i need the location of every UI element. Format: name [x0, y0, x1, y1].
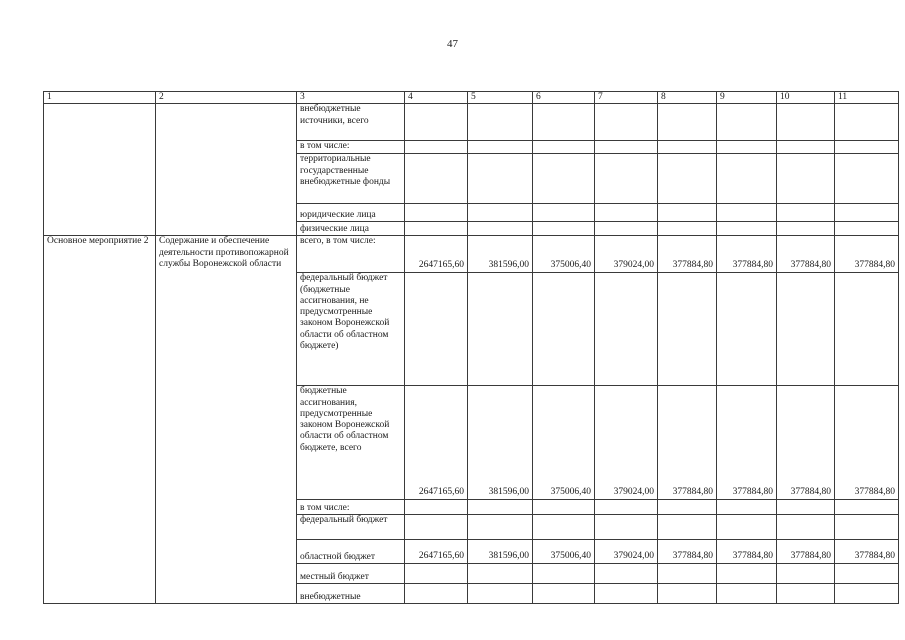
value-cell	[405, 273, 468, 386]
funding-source-cell: физические лица	[297, 222, 405, 236]
column-number-cell: 11	[835, 92, 899, 104]
funding-source-cell: федеральный бюджет	[297, 515, 405, 540]
column-number-cell: 4	[405, 92, 468, 104]
value-cell	[777, 584, 835, 604]
value-cell: 2647165,60	[405, 236, 468, 273]
value-cell	[777, 273, 835, 386]
value-cell	[777, 154, 835, 204]
value-cell	[658, 500, 717, 515]
value-cell: 377884,80	[658, 236, 717, 273]
value-cell: 377884,80	[835, 386, 899, 500]
value-cell: 2647165,60	[405, 386, 468, 500]
table-row	[44, 104, 899, 141]
value-cell	[595, 564, 658, 584]
value-cell: 375006,40	[533, 236, 595, 273]
value-cell	[658, 273, 717, 386]
column-number-cell: 2	[156, 92, 297, 104]
value-cell	[835, 515, 899, 540]
value-cell	[405, 584, 468, 604]
value-cell: 2647165,60	[405, 540, 468, 564]
value-cell	[835, 222, 899, 236]
value-cell	[717, 584, 777, 604]
value-cell	[533, 273, 595, 386]
value-cell	[595, 515, 658, 540]
value-cell: 381596,00	[468, 236, 533, 273]
funding-source-cell: федеральный бюджет (бюджетные ассигнования, не предусмотренные законом Воронежской области об областном бюджете)	[297, 273, 405, 386]
value-cell	[717, 564, 777, 584]
value-cell	[533, 154, 595, 204]
value-cell	[835, 141, 899, 154]
value-cell	[595, 584, 658, 604]
column-number-cell: 6	[533, 92, 595, 104]
value-cell	[533, 500, 595, 515]
value-cell	[468, 584, 533, 604]
value-cell: 379024,00	[595, 386, 658, 500]
funding-source-cell: областной бюджет	[297, 540, 405, 564]
funding-source-cell: внебюджетные	[297, 584, 405, 604]
value-cell	[595, 141, 658, 154]
value-cell	[717, 515, 777, 540]
funding-source-cell: в том числе:	[297, 141, 405, 154]
value-cell	[777, 564, 835, 584]
value-cell: 375006,40	[533, 540, 595, 564]
value-cell	[717, 104, 777, 141]
value-cell	[405, 564, 468, 584]
value-cell	[533, 515, 595, 540]
value-cell	[835, 584, 899, 604]
value-cell	[835, 500, 899, 515]
value-cell: 377884,80	[658, 386, 717, 500]
value-cell	[835, 104, 899, 141]
funding-source-cell: юридические лица	[297, 204, 405, 222]
value-cell	[468, 564, 533, 584]
value-cell	[658, 515, 717, 540]
value-cell	[468, 515, 533, 540]
value-cell	[777, 500, 835, 515]
value-cell	[658, 584, 717, 604]
column-number-cell: 8	[658, 92, 717, 104]
value-cell	[658, 564, 717, 584]
value-cell	[533, 584, 595, 604]
value-cell	[595, 154, 658, 204]
funding-source-cell: бюджетные ассигнования, предусмотренные законом Воронежской области об областном бюджете, всего	[297, 386, 405, 500]
value-cell: 377884,80	[777, 236, 835, 273]
activity-description-cell: Содержание и обеспечение деятельности противопожарной службы Воронежской области	[156, 236, 297, 604]
column-number-row	[44, 92, 899, 104]
funding-source-cell: в том числе:	[297, 500, 405, 515]
column-number-cell: 1	[44, 92, 156, 104]
column-number-cell: 7	[595, 92, 658, 104]
value-cell: 377884,80	[717, 540, 777, 564]
value-cell	[405, 515, 468, 540]
value-cell	[405, 141, 468, 154]
value-cell	[468, 204, 533, 222]
value-cell	[717, 273, 777, 386]
value-cell	[717, 154, 777, 204]
column-number-cell: 10	[777, 92, 835, 104]
value-cell: 377884,80	[717, 236, 777, 273]
value-cell	[835, 273, 899, 386]
value-cell	[658, 104, 717, 141]
value-cell	[658, 141, 717, 154]
funding-source-cell: внебюджетные источники, всего	[297, 104, 405, 141]
value-cell	[658, 222, 717, 236]
value-cell: 377884,80	[777, 540, 835, 564]
value-cell	[595, 273, 658, 386]
value-cell	[405, 154, 468, 204]
value-cell	[468, 500, 533, 515]
value-cell: 377884,80	[777, 386, 835, 500]
column-number-cell: 3	[297, 92, 405, 104]
value-cell	[835, 154, 899, 204]
value-cell: 375006,40	[533, 386, 595, 500]
value-cell	[777, 515, 835, 540]
activity-name-cell: Основное мероприятие 2	[44, 236, 156, 604]
table-row	[44, 236, 899, 273]
column-number-cell: 5	[468, 92, 533, 104]
value-cell	[405, 204, 468, 222]
activity-description-cell-empty	[156, 104, 297, 236]
value-cell	[658, 154, 717, 204]
value-cell	[777, 222, 835, 236]
value-cell	[468, 273, 533, 386]
activity-name-cell-empty	[44, 104, 156, 236]
value-cell	[468, 154, 533, 204]
value-cell	[595, 222, 658, 236]
value-cell: 377884,80	[835, 236, 899, 273]
value-cell	[468, 104, 533, 141]
value-cell	[835, 564, 899, 584]
value-cell: 377884,80	[717, 386, 777, 500]
funding-source-cell: местный бюджет	[297, 564, 405, 584]
value-cell: 381596,00	[468, 540, 533, 564]
page-number: 47	[447, 38, 458, 50]
value-cell	[777, 104, 835, 141]
value-cell: 377884,80	[658, 540, 717, 564]
value-cell	[533, 222, 595, 236]
value-cell	[405, 104, 468, 141]
value-cell	[717, 204, 777, 222]
value-cell	[533, 104, 595, 141]
value-cell	[533, 141, 595, 154]
value-cell	[595, 500, 658, 515]
value-cell	[777, 141, 835, 154]
funding-source-cell: всего, в том числе:	[297, 236, 405, 273]
value-cell	[468, 222, 533, 236]
value-cell: 377884,80	[835, 540, 899, 564]
column-number-cell: 9	[717, 92, 777, 104]
value-cell	[533, 564, 595, 584]
value-cell: 379024,00	[595, 236, 658, 273]
budget-table	[43, 91, 899, 604]
value-cell	[717, 141, 777, 154]
value-cell	[405, 222, 468, 236]
value-cell	[405, 500, 468, 515]
value-cell	[595, 204, 658, 222]
value-cell	[658, 204, 717, 222]
value-cell: 379024,00	[595, 540, 658, 564]
value-cell	[595, 104, 658, 141]
value-cell	[717, 500, 777, 515]
value-cell	[777, 204, 835, 222]
funding-source-cell: территориальные государственные внебюджетные фонды	[297, 154, 405, 204]
value-cell	[468, 141, 533, 154]
value-cell	[717, 222, 777, 236]
value-cell	[533, 204, 595, 222]
value-cell: 381596,00	[468, 386, 533, 500]
value-cell	[835, 204, 899, 222]
